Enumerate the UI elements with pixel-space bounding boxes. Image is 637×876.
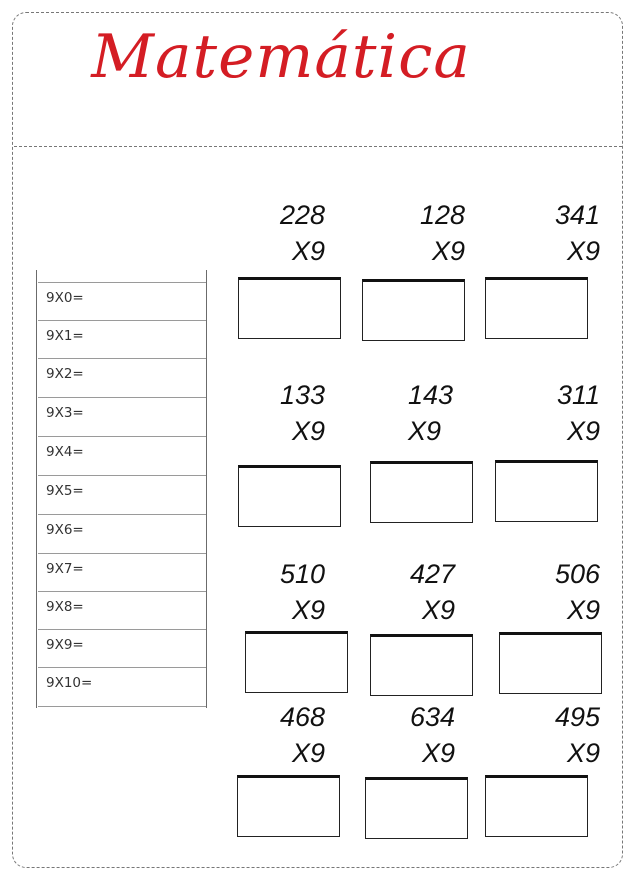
table-row-label: 9X1= [46,328,84,344]
problem-number: 228 [279,200,325,230]
answer-box[interactable] [237,775,340,837]
table-row-label: 9X0= [46,290,84,306]
problem-multiplier: X9 [291,236,325,266]
table-row[interactable] [38,629,206,667]
problem-number: 341 [554,200,600,230]
multiplication-table [36,270,208,708]
answer-box[interactable] [370,634,473,696]
problem-multiplier: X9 [431,236,465,266]
table-row-label: 9X3= [46,405,84,421]
table-left-border [36,270,37,708]
answer-box[interactable] [362,279,465,341]
problem-multiplier: X9 [291,416,325,446]
table-row-label: 9X7= [46,561,84,577]
table-row[interactable] [38,475,206,513]
page-title: Matemática [91,22,471,92]
problem-number: 427 [409,559,455,589]
problem-multiplier: X9 [407,416,441,446]
answer-box[interactable] [238,465,341,527]
table-row-label: 9X5= [46,483,84,499]
table-row-label: 9X9= [46,637,84,653]
problem-multiplier: X9 [421,595,455,625]
problem-number: 133 [279,380,325,410]
answer-box[interactable] [370,461,473,523]
answer-box[interactable] [485,277,588,339]
answer-box[interactable] [238,277,341,339]
problem-number: 634 [409,702,455,732]
problem-number: 143 [407,380,453,410]
problem-multiplier: X9 [566,738,600,768]
table-row-label: 9X4= [46,444,84,460]
table-bottom-border [38,706,206,707]
problem-multiplier: X9 [291,595,325,625]
table-right-border [206,270,207,708]
problem-multiplier: X9 [421,738,455,768]
problem-number: 510 [279,559,325,589]
problem-number: 128 [419,200,465,230]
table-row[interactable] [38,282,206,320]
table-row-label: 9X2= [46,366,84,382]
table-row[interactable] [38,667,206,705]
problem-multiplier: X9 [566,416,600,446]
answer-box[interactable] [499,632,602,694]
table-row-label: 9X6= [46,522,84,538]
table-row[interactable] [38,358,206,396]
answer-box[interactable] [495,460,598,522]
problem-number: 468 [279,702,325,732]
table-row[interactable] [38,514,206,552]
problem-number: 311 [556,380,600,410]
table-row-label: 9X10= [46,675,93,691]
problem-multiplier: X9 [291,738,325,768]
table-row[interactable] [38,436,206,474]
problem-number: 495 [554,702,600,732]
table-row[interactable] [38,553,206,591]
header-divider [14,146,622,147]
problem-multiplier: X9 [566,236,600,266]
table-row[interactable] [38,320,206,358]
table-row-label: 9X8= [46,599,84,615]
answer-box[interactable] [485,775,588,837]
table-row[interactable] [38,397,206,435]
problem-multiplier: X9 [566,595,600,625]
table-row[interactable] [38,591,206,629]
answer-box[interactable] [245,631,348,693]
problem-number: 506 [554,559,600,589]
answer-box[interactable] [365,777,468,839]
